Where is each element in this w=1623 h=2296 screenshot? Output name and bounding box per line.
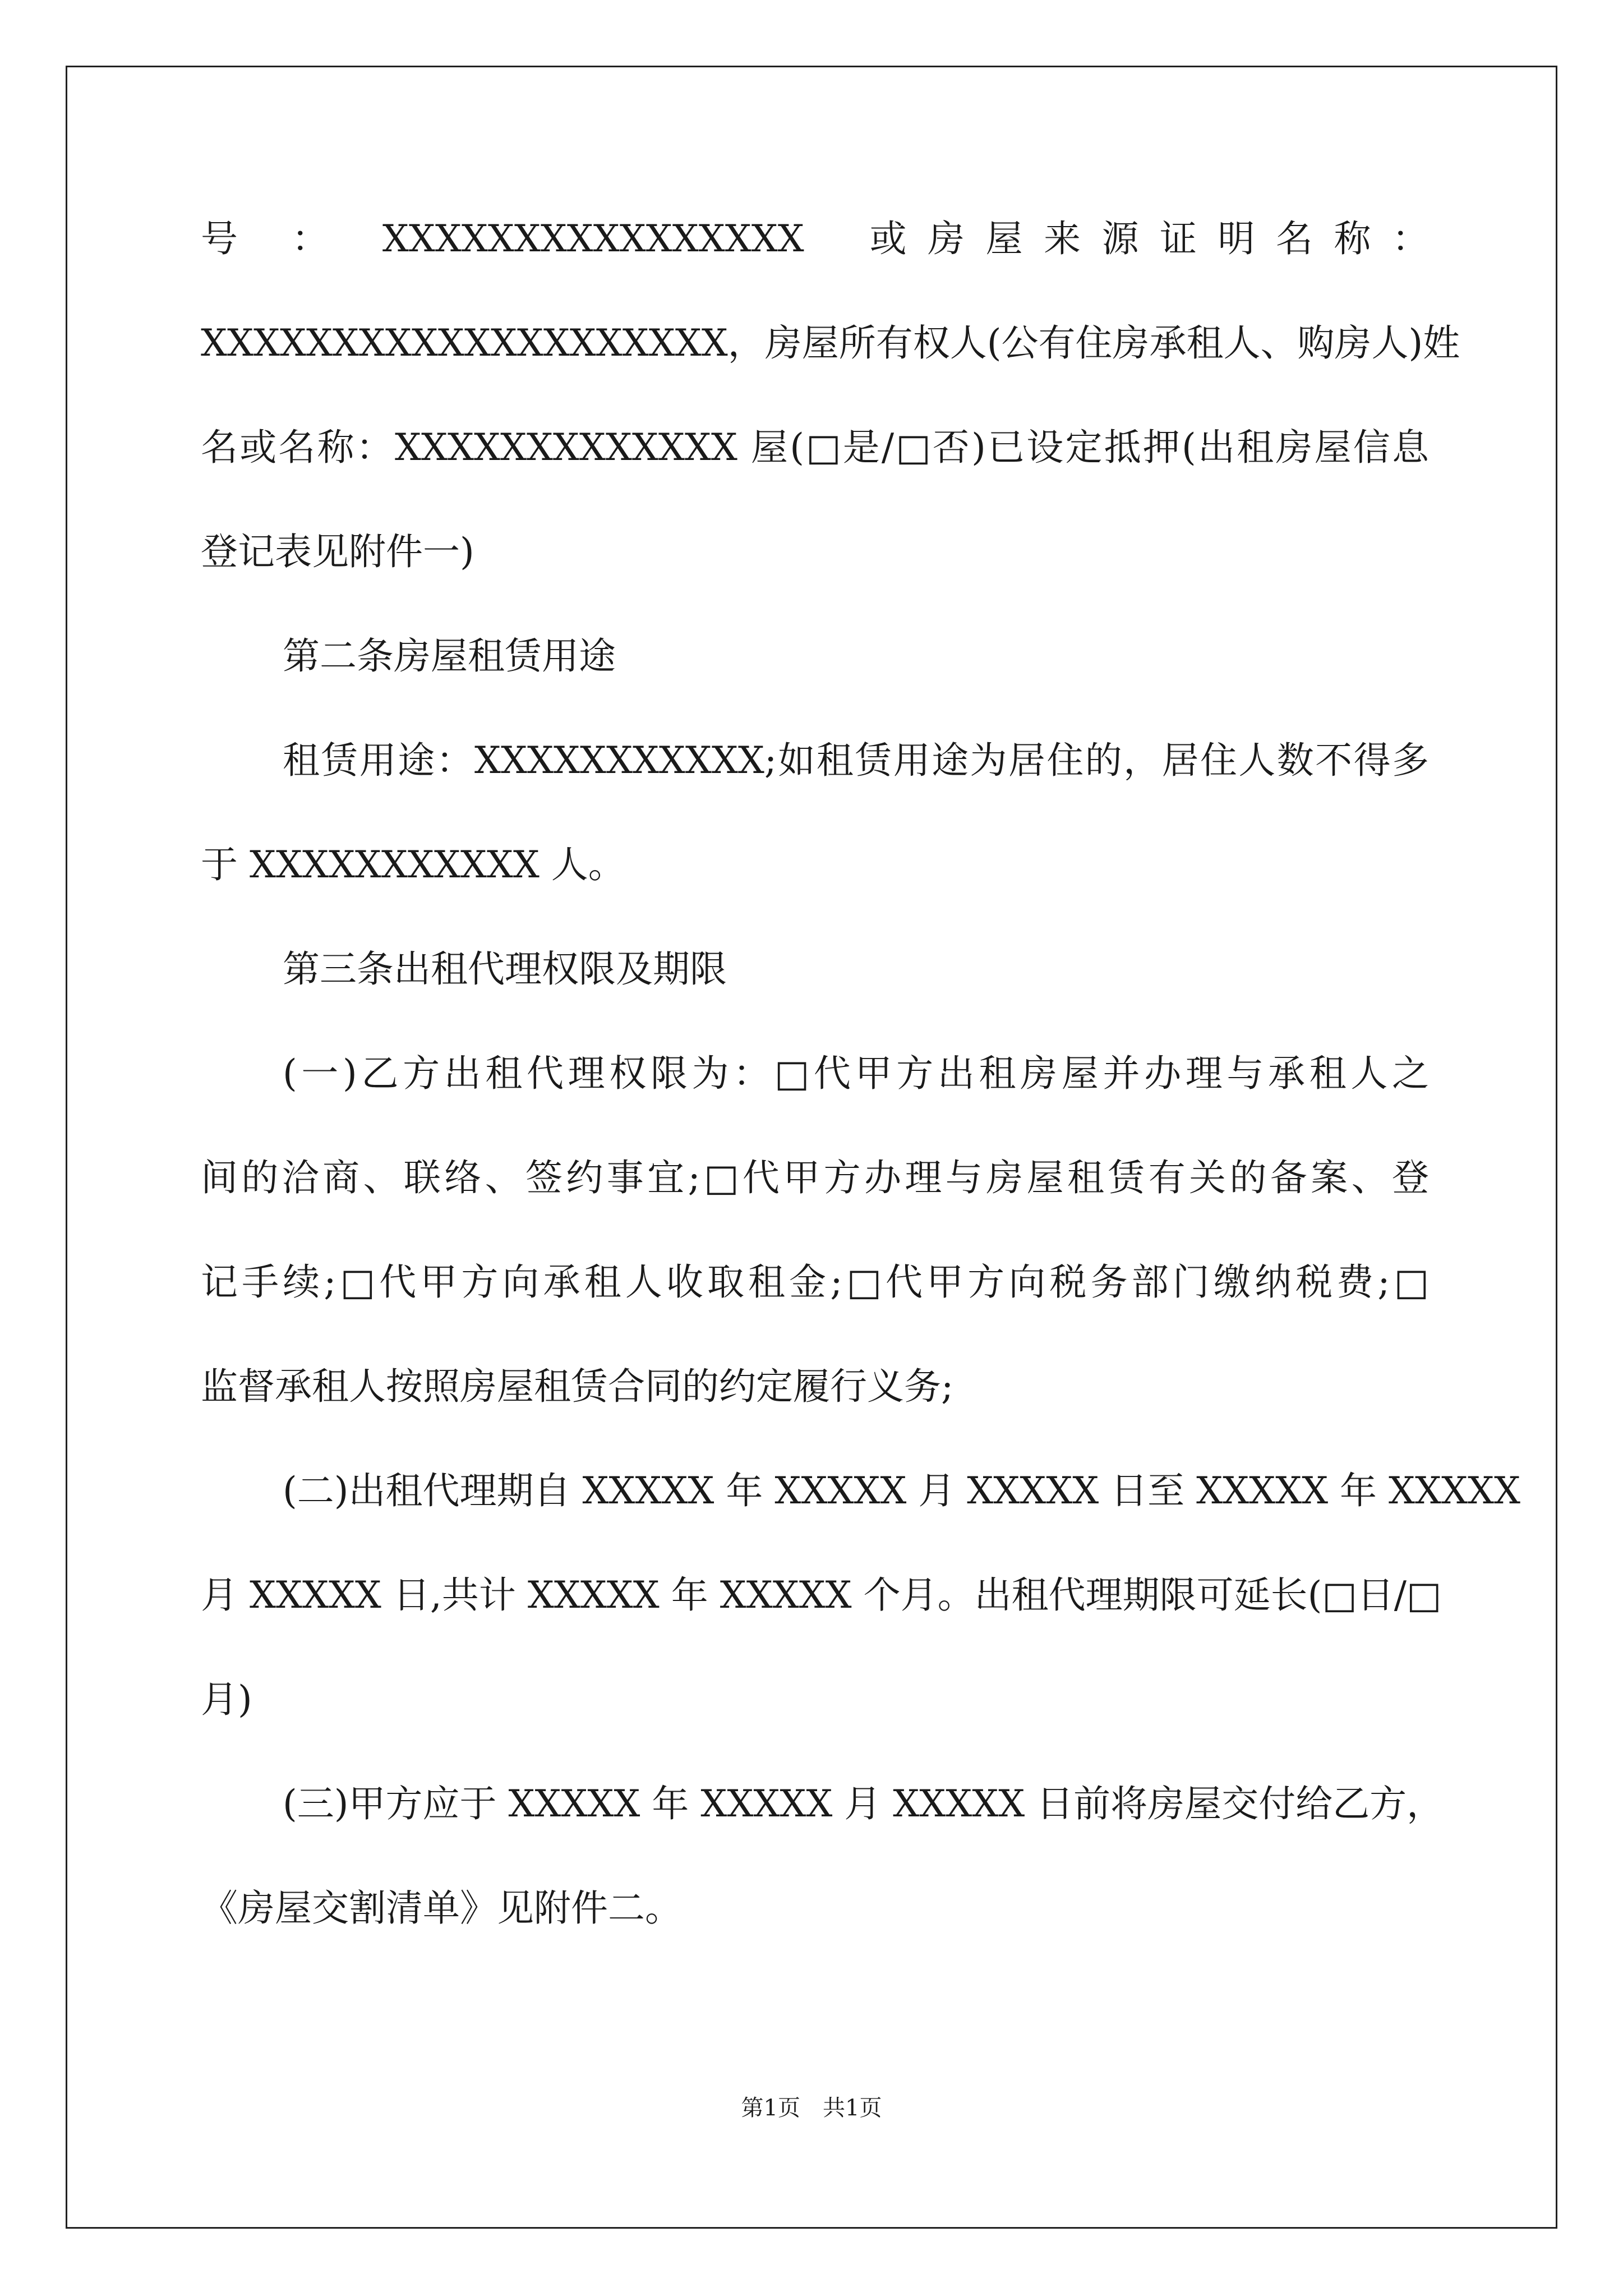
text-line: 间的洽商、联络、签约事宜;□代甲方办理与房屋租赁有关的备案、登 bbox=[201, 1156, 1429, 1199]
text-line: 于 XXXXXXXXXXX 人。 bbox=[201, 843, 625, 886]
text-line: 租赁用途：XXXXXXXXXXX;如租赁用途为居住的，居住人数不得多 bbox=[283, 739, 1429, 782]
text-line: (一)乙方出租代理权限为：□代甲方出租房屋并办理与承租人之 bbox=[283, 1052, 1429, 1095]
text-line: 登记表见附件一) bbox=[201, 530, 474, 573]
section-heading: 第二条房屋租赁用途 bbox=[283, 634, 616, 678]
text-line: 记手续;□代甲方向承租人收取租金;□代甲方向税务部门缴纳税费;□ bbox=[201, 1260, 1429, 1304]
text-line: 月 XXXXX 日,共计 XXXXX 年 XXXXX 个月。出租代理期限可延长(□日/□ bbox=[201, 1573, 1442, 1617]
text-line: 名或名称：XXXXXXXXXXXXX 屋(□是/□否)已设定抵押(出租房屋信息 bbox=[201, 426, 1429, 469]
text-line: (二)出租代理期自 XXXXX 年 XXXXX 月 XXXXX 日至 XXXXX 年 XXXXX bbox=[283, 1469, 1520, 1512]
text-line: 月) bbox=[201, 1678, 252, 1721]
section-heading: 第三条出租代理权限及期限 bbox=[283, 947, 727, 991]
text-line: XXXXXXXXXXXXXXXXXXXX，房屋所有权人(公有住房承租人、购房人)姓 bbox=[201, 321, 1460, 365]
text-line: 《房屋交割清单》见附件二。 bbox=[201, 1887, 682, 1930]
text-line: (三)甲方应于 XXXXX 年 XXXXX 月 XXXXX 日前将房屋交付给乙方， bbox=[283, 1782, 1444, 1825]
text-line: 监督承租人按照房屋租赁合同的约定履行义务; bbox=[201, 1365, 954, 1408]
page-number-footer: 第1页 共1页 bbox=[741, 2095, 882, 2121]
text-line: 号 ： XXXXXXXXXXXXXXXX 或房屋来源证明名称： bbox=[201, 217, 1429, 260]
